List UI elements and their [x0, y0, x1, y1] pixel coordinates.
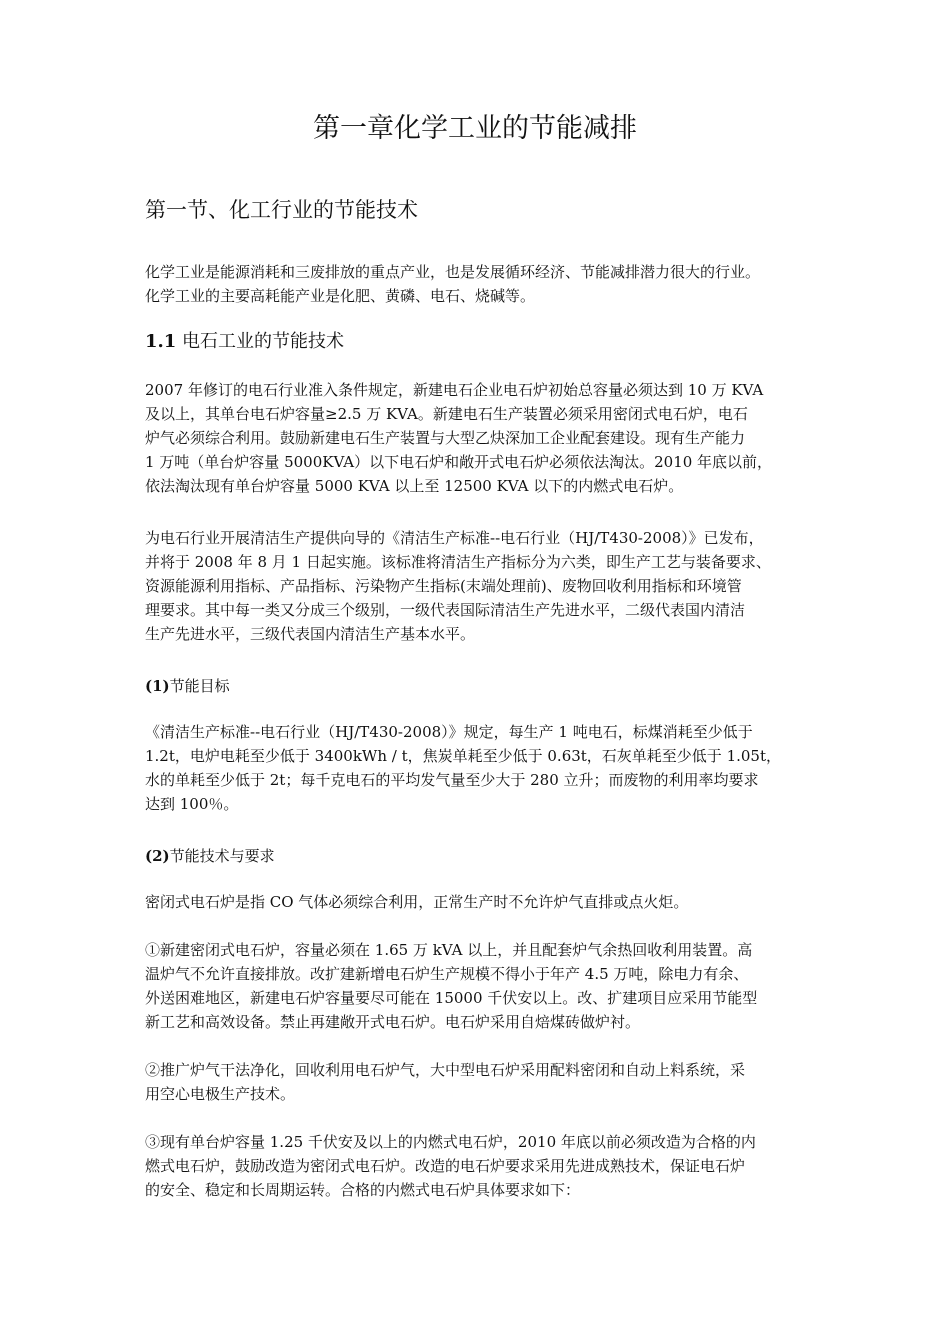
intro-paragraph [145, 260, 810, 308]
text-line: 化学工业是能源消耗和三废排放的重点产业，也是发展循环经济、节能减排潜力很大的行业。 [145, 263, 761, 281]
item-1-paragraph [145, 938, 810, 1034]
text-line: 及以上，其单台电石炉容量≥2.5 万 KVA。新建电石生产装置必须采用密闭式电石炉，电石 [145, 405, 748, 423]
energy-target-paragraph [145, 720, 810, 816]
text-line: 理要求。其中每一类又分成三个级别，一级代表国际清洁生产先进水平，二级代表国内清洁 [145, 601, 746, 619]
energy-technology-heading [145, 844, 275, 868]
text-line: 新工艺和高效设备。禁止再建敞开式电石炉。电石炉采用自焙煤砖做炉衬。 [145, 1013, 641, 1031]
text-line: ③现有单台炉容量 1.25 千伏安及以上的内燃式电石炉，2010 年底以前必须改造为合格的内 [145, 1133, 756, 1151]
text-line: ①新建密闭式电石炉，容量必须在 1.65 万 kVA 以上，并且配套炉气余热回收利用装置。高 [145, 941, 753, 959]
subsection-title [145, 330, 344, 354]
text-line: 并将于 2008 年 8 月 1 日起实施。该标准将清洁生产指标分为六类，即生产工艺与装备要求、 [145, 553, 771, 571]
text-line: 依法淘汰现有单台炉容量 5000 KVA 以上至 12500 KVA 以下的内燃式电石炉。 [145, 477, 684, 495]
text-line: 资源能源利用指标、产品指标、污染物产生指标(末端处理前)、废物回收利用指标和环境管 [145, 577, 742, 595]
subsection-number: 1.1 [145, 331, 177, 352]
item-3-paragraph [145, 1130, 810, 1202]
heading-text: 节能目标 [169, 677, 230, 695]
text-line: 1.2t，电炉电耗至少低于 3400kWh / t，焦炭单耗至少低于 0.63t，石灰单耗至少低于 1.05t， [145, 747, 782, 765]
subsection-label: 电石工业的节能技术 [176, 331, 345, 352]
chapter-title: 第一章化学工业的节能减排 [313, 113, 637, 144]
text-line: 为电石行业开展清洁生产提供向导的《清洁生产标准--电石行业（HJ/T430-2008）》已发布， [145, 529, 764, 547]
text-line: 生产先进水平，三级代表国内清洁生产基本水平。 [145, 625, 476, 643]
text-line: ②推广炉气干法净化，回收利用电石炉气，大中型电石炉采用配料密闭和自动上料系统，采 [145, 1061, 746, 1079]
text-line: 2007 年修订的电石行业准入条件规定，新建电石企业电石炉初始总容量必须达到 10 万 KVA [145, 381, 764, 399]
clean-production-standard-paragraph [145, 526, 810, 646]
text-line: 化学工业的主要高耗能产业是化肥、黄磷、电石、烧碱等。 [145, 287, 536, 305]
text-line: 的安全、稳定和长周期运转。合格的内燃式电石炉具体要求如下： [145, 1181, 581, 1199]
text-line: 《清洁生产标准--电石行业（HJ/T430-2008）》规定，每生产 1 吨电石，标煤消耗至少低于 [145, 723, 753, 741]
text-line: 水的单耗至少低于 2t；每千克电石的平均发气量至少大于 280 立升；而废物的利用率均要求 [145, 771, 759, 789]
text-line: 炉气必须综合利用。鼓励新建电石生产装置与大型乙炔深加工企业配套建设。现有生产能力 [145, 429, 746, 447]
text-line: 燃式电石炉，鼓励改造为密闭式电石炉。改造的电石炉要求采用先进成熟技术，保证电石炉 [145, 1157, 746, 1175]
text-line: 外送困难地区，新建电石炉容量要尽可能在 15000 千伏安以上。改、扩建项目应采用节能型 [145, 989, 758, 1007]
heading-text: 节能技术与要求 [169, 847, 275, 865]
text-line: 1 万吨（单台炉容量 5000KVA）以下电石炉和敞开式电石炉必须依法淘汰。2010 年底以前， [145, 453, 773, 471]
energy-target-heading [145, 674, 230, 698]
text-line: 达到 100％。 [145, 795, 239, 813]
heading-number: (1) [145, 677, 170, 695]
text-line: 用空心电极生产技术。 [145, 1085, 296, 1103]
access-conditions-paragraph [145, 378, 810, 498]
item-2-paragraph [145, 1058, 810, 1106]
text-line: 密闭式电石炉是指 CO 气体必须综合利用，正常生产时不允许炉气直排或点火炬。 [145, 893, 689, 911]
section-title: 第一节、化工行业的节能技术 [145, 198, 418, 222]
closed-furnace-paragraph [145, 890, 810, 914]
text-line: 温炉气不允许直接排放。改扩建新增电石炉生产规模不得小于年产 4.5 万吨，除电力有余、 [145, 965, 749, 983]
heading-number: (2) [145, 847, 170, 865]
